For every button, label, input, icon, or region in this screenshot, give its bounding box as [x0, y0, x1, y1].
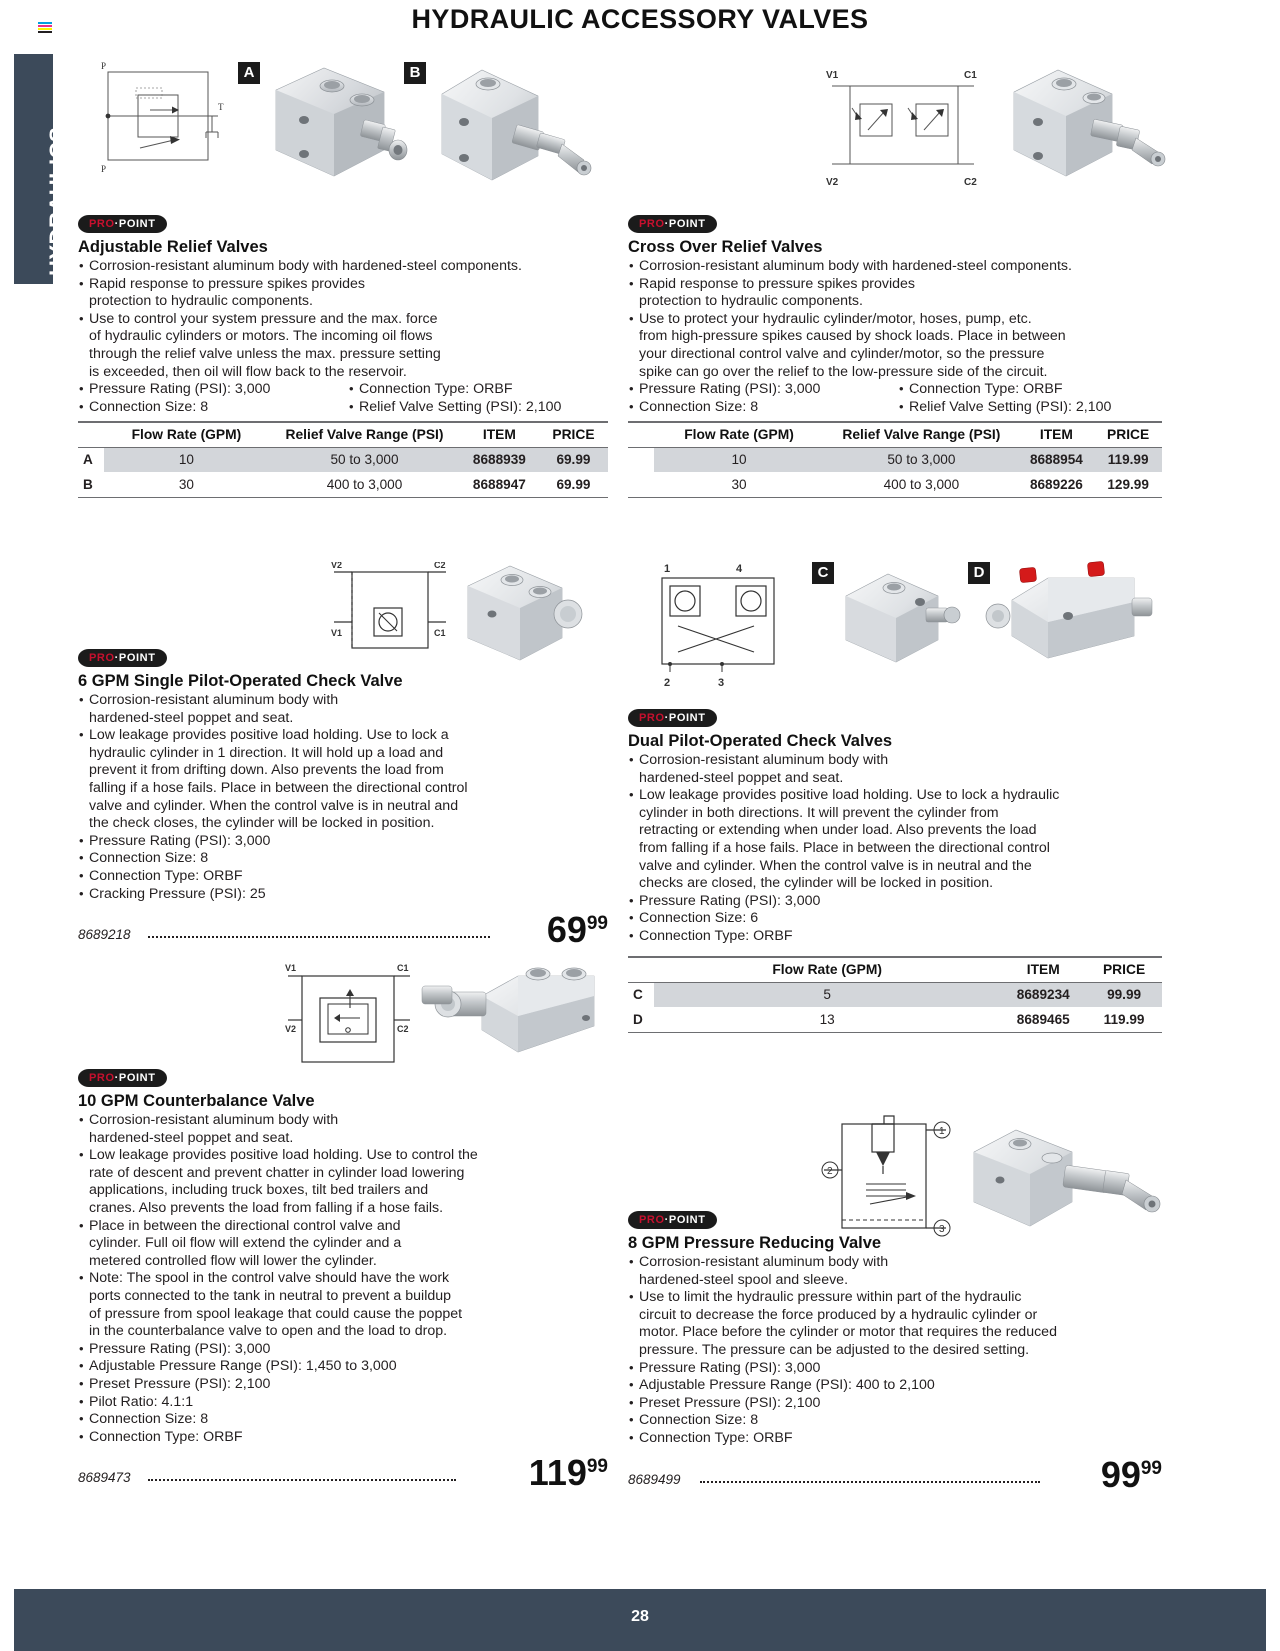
product-heading-dual-pilot-check: Dual Pilot-Operated Check Valves: [628, 732, 893, 750]
cell-price: 69.99: [539, 473, 608, 498]
svg-text:V2: V2: [285, 1024, 297, 1034]
product-heading-adjustable-relief: Adjustable Relief Valves: [78, 238, 268, 256]
feature-item: protection to hydraulic components.: [639, 293, 863, 310]
feature-item: spike can go over the relief to the low-pressure side of the circuit.: [639, 363, 1048, 380]
col-flow: Flow Rate (GPM): [654, 957, 1000, 983]
spec-columns-cross-over-relief: [628, 381, 1162, 416]
schematic-cross-over-relief: [822, 68, 982, 190]
col-item: ITEM: [460, 422, 539, 448]
feature-item: rate of descent and prevent chatter in cylinder load lowering: [89, 1164, 465, 1181]
feature-item: • Rapid response to pressure spikes provides: [78, 276, 608, 294]
col-price: PRICE: [539, 422, 608, 448]
pro-point-badge-word2: POINT: [668, 1214, 706, 1226]
section-tab-hydraulics[interactable]: [14, 54, 70, 284]
spec-item: • Connection Type: ORBF: [348, 381, 618, 399]
row-key: [628, 448, 654, 473]
svg-text:C1: C1: [397, 963, 409, 973]
spec-item: • Connection Size: 8: [628, 399, 898, 417]
feature-item: • Low leakage provides positive load holding. Use to lock a: [78, 727, 608, 745]
feature-item: from falling if a hose fails. Place in between the directional control: [639, 839, 1050, 856]
col-flow: Flow Rate (GPM): [654, 422, 825, 448]
col-price: PRICE: [1094, 422, 1162, 448]
price-dollars: 69: [546, 909, 587, 951]
pro-point-badge-word1: PRO: [639, 1214, 665, 1226]
feature-item: cranes. Also prevents the load from falling if a hose fails.: [89, 1199, 444, 1216]
feature-item: cylinder in both directions. It will prevent the cylinder from: [639, 804, 999, 821]
price-cents: 99: [1140, 1457, 1162, 1479]
price-amount: [546, 906, 608, 951]
spec-item: • Pilot Ratio: 4.1:1: [78, 1394, 608, 1412]
feature-item: checks are closed, the cylinder will be locked in position.: [639, 875, 994, 892]
cell-flow: 10: [654, 448, 825, 473]
feature-item: • Note: The spool in the control valve should have the work: [78, 1270, 608, 1288]
schematic-adjustable-relief: [100, 60, 230, 175]
cell-price: 69.99: [539, 448, 608, 473]
cell-price: 119.99: [1086, 1007, 1162, 1032]
feature-item: hardened-steel poppet and seat.: [89, 709, 294, 726]
cell-range: 400 to 3,000: [269, 473, 460, 498]
feature-item: • Corrosion-resistant aluminum body with hardened-steel components.: [78, 258, 608, 276]
feature-item: • Low leakage provides positive load holding. Use to lock a hydraulic: [628, 787, 1162, 805]
svg-text:1: 1: [939, 1126, 945, 1137]
spec-item: • Connection Type: ORBF: [628, 928, 1162, 946]
price-cents: 99: [586, 913, 608, 935]
product-heading-pressure-reducing: 8 GPM Pressure Reducing Valve: [628, 1234, 882, 1252]
price-dollars: 99: [1100, 1453, 1141, 1495]
spec-item: • Pressure Rating (PSI): 3,000: [628, 1360, 1162, 1378]
item-number: 8689499: [628, 1471, 681, 1487]
feature-item: • Low leakage provides positive load holding. Use to control the: [78, 1147, 608, 1165]
cell-flow: 30: [654, 473, 825, 498]
feature-item: • Use to limit the hydraulic pressure within part of the hydraulic: [628, 1289, 1162, 1307]
spec-item: • Adjustable Pressure Range (PSI): 1,450 to 3,000: [78, 1358, 608, 1376]
col-key: [78, 422, 104, 448]
row-key: B: [78, 473, 104, 498]
feature-list-adjustable-relief: [78, 258, 608, 381]
feature-item: motor. Place before the cylinder or motor that requires the reduced: [639, 1324, 1057, 1341]
badge-a: A: [238, 62, 260, 84]
spec-item: • Pressure Rating (PSI): 3,000: [78, 1341, 608, 1359]
cell-range: 400 to 3,000: [824, 473, 1018, 498]
cell-item: 8689234: [1000, 982, 1086, 1007]
leader-dots: [148, 1479, 456, 1481]
col-range: Relief Valve Range (PSI): [269, 422, 460, 448]
pro-point-badge-word2: POINT: [668, 712, 706, 724]
cell-price: 99.99: [1086, 982, 1162, 1007]
feature-item: is exceeded, then oil will flow back to the reservoir.: [89, 363, 407, 380]
feature-item: pressure. The pressure can be adjusted to the desired setting.: [639, 1341, 1030, 1358]
feature-item: prevent it from drifting down. Also prevents the load from: [89, 762, 444, 779]
item-number: 8689473: [78, 1470, 131, 1486]
feature-item: the check closes, the cylinder will be locked in position.: [89, 815, 435, 832]
cell-range: 50 to 3,000: [824, 448, 1018, 473]
spec-item: • Connection Size: 8: [78, 1411, 608, 1429]
pro-point-badge: PRO·POINT: [78, 649, 167, 667]
spec-item: • Adjustable Pressure Range (PSI): 400 to 2,100: [628, 1377, 1162, 1395]
table-row[interactable]: [78, 448, 608, 473]
table-row[interactable]: [628, 982, 1162, 1007]
price-table-adjustable-relief: [78, 421, 608, 498]
feature-item: your directional control valve and cylinder/motor, so the pressure: [639, 345, 1045, 362]
spec-item: • Pressure Rating (PSI): 3,000: [628, 893, 1162, 911]
spec-item: • Relief Valve Setting (PSI): 2,100: [898, 399, 1168, 417]
feature-item: hardened-steel spool and sleeve.: [639, 1271, 849, 1288]
col-item: ITEM: [1000, 957, 1086, 983]
feature-item: • Corrosion-resistant aluminum body with: [78, 692, 608, 710]
feature-item: • Corrosion-resistant aluminum body with hardened-steel components.: [628, 258, 1162, 276]
pro-point-badge-word1: PRO: [639, 218, 665, 230]
spec-item: • Connection Size: 6: [628, 910, 1162, 928]
svg-text:4: 4: [736, 563, 743, 575]
feature-item: valve and cylinder. When the control valve is in neutral and: [89, 797, 459, 814]
svg-text:T: T: [218, 102, 224, 112]
feature-item: • Use to control your system pressure and the max. force: [78, 311, 608, 329]
pro-point-badge-word1: PRO: [639, 712, 665, 724]
spec-item: • Connection Type: ORBF: [78, 1429, 608, 1447]
badge-d: D: [968, 562, 990, 584]
pro-point-badge-word2: POINT: [668, 218, 706, 230]
pro-point-badge: PRO·POINT: [78, 1069, 167, 1087]
feature-item: from high-pressure spikes caused by shock loads. Place in between: [639, 328, 1066, 345]
feature-item: in the counterbalance valve to open and the load to drop.: [89, 1323, 448, 1340]
col-key: [628, 957, 654, 983]
svg-text:C2: C2: [434, 562, 446, 570]
feature-item: applications, including truck boxes, tilt bed trailers and: [89, 1182, 429, 1199]
product-heading-cross-over-relief: Cross Over Relief Valves: [628, 238, 823, 256]
row-key: A: [78, 448, 104, 473]
feature-list-dual-pilot-check: [628, 752, 1162, 946]
schematic-dual-pilot-check: [648, 560, 788, 690]
cell-flow: 13: [654, 1007, 1000, 1032]
price-line-pressure-reducing: [628, 1449, 1162, 1495]
col-flow: Flow Rate (GPM): [104, 422, 270, 448]
row-key: C: [628, 982, 654, 1007]
spec-item: • Connection Type: ORBF: [898, 381, 1168, 399]
feature-item: hydraulic cylinder in 1 direction. It will hold up a load and: [89, 744, 444, 761]
feature-list-pressure-reducing: [628, 1254, 1162, 1448]
pro-point-badge-word2: POINT: [118, 218, 156, 230]
product-photo-dual-pilot-check-c: [834, 562, 974, 682]
feature-item: • Place in between the directional control valve and: [78, 1218, 608, 1236]
feature-item: • Corrosion-resistant aluminum body with: [628, 1254, 1162, 1272]
pro-point-badge: PRO·POINT: [78, 215, 167, 233]
product-heading-counterbalance: 10 GPM Counterbalance Valve: [78, 1092, 315, 1110]
product-photo-relief-valve-a: [262, 58, 412, 203]
product-photo-dual-pilot-check-d: [984, 558, 1164, 683]
schematic-counterbalance: [284, 962, 414, 1082]
price-table-dual-pilot-check: [628, 956, 1162, 1033]
svg-text:C1: C1: [434, 628, 446, 638]
price-dollars: 119: [528, 1452, 587, 1494]
feature-item: of pressure from spool leakage that could cause the poppet: [89, 1305, 463, 1322]
cell-item: 8688954: [1019, 448, 1095, 473]
spec-item: • Connection Size: 8: [628, 1412, 1162, 1430]
feature-item: • Use to protect your hydraulic cylinder/motor, hoses, pump, etc.: [628, 311, 1162, 329]
spec-item: • Connection Type: ORBF: [628, 1430, 1162, 1448]
cell-flow: 5: [654, 982, 1000, 1007]
pro-point-badge-word1: PRO: [89, 218, 115, 230]
cell-range: 50 to 3,000: [269, 448, 460, 473]
pro-point-badge: PRO·POINT: [628, 215, 717, 233]
col-price: PRICE: [1086, 957, 1162, 983]
svg-text:3: 3: [939, 1224, 945, 1235]
feature-item: metered controlled flow will lower the cylinder.: [89, 1252, 377, 1269]
spec-columns-adjustable-relief: [78, 381, 608, 416]
feature-item: retracting or extending when under load. Also prevents the load: [639, 822, 1037, 839]
table-header-row: [78, 422, 608, 448]
feature-item: valve and cylinder. When the control valve is in neutral and the: [639, 857, 1032, 874]
svg-text:1: 1: [664, 563, 671, 575]
cell-item: 8688947: [460, 473, 539, 498]
item-number: 8689218: [78, 927, 131, 943]
feature-item: • Rapid response to pressure spikes provides: [628, 276, 1162, 294]
feature-item: ports connected to the tank in neutral to prevent a buildup: [89, 1287, 452, 1304]
svg-text:V2: V2: [826, 177, 839, 188]
pro-point-badge-word1: PRO: [89, 652, 115, 664]
pro-point-badge-word1: PRO: [89, 1072, 115, 1084]
table-row[interactable]: [628, 448, 1162, 473]
feature-item: hardened-steel poppet and seat.: [639, 769, 844, 786]
price-cents: 99: [586, 1456, 608, 1478]
svg-text:2: 2: [664, 677, 671, 689]
col-range: Relief Valve Range (PSI): [824, 422, 1018, 448]
svg-text:C1: C1: [964, 70, 977, 81]
cell-item: 8689465: [1000, 1007, 1086, 1032]
cell-price: 119.99: [1094, 448, 1162, 473]
product-photo-cross-over-relief: [1000, 60, 1175, 200]
feature-item: protection to hydraulic components.: [89, 293, 313, 310]
leader-dots: [700, 1481, 1040, 1483]
badge-b: B: [404, 62, 426, 84]
table-row[interactable]: [78, 473, 608, 498]
pro-point-badge: PRO·POINT: [628, 1211, 717, 1229]
spec-item: • Pressure Rating (PSI): 3,000: [628, 381, 898, 399]
svg-text:V1: V1: [285, 963, 297, 973]
feature-item: hardened-steel poppet and seat.: [89, 1129, 294, 1146]
price-table-cross-over-relief: [628, 421, 1162, 498]
badge-c: C: [812, 562, 834, 584]
spec-item: • Preset Pressure (PSI): 2,100: [628, 1395, 1162, 1413]
price-amount: [528, 1449, 608, 1494]
feature-list-single-pilot-check: [78, 692, 608, 903]
svg-text:P: P: [101, 61, 107, 71]
col-item: ITEM: [1019, 422, 1095, 448]
schematic-single-pilot-check: [330, 562, 450, 662]
leader-dots: [148, 936, 490, 938]
table-header-row: [628, 957, 1162, 983]
svg-text:3: 3: [718, 677, 725, 689]
section-tab-label: HYDRAULICS: [45, 126, 70, 276]
cell-flow: 30: [104, 473, 270, 498]
svg-text:V1: V1: [826, 70, 839, 81]
feature-item: cylinder. Full oil flow will extend the cylinder and a: [89, 1235, 402, 1252]
spec-item: • Connection Type: ORBF: [78, 868, 608, 886]
page-title: HYDRAULIC ACCESSORY VALVES: [411, 4, 869, 34]
feature-item: • Corrosion-resistant aluminum body with: [78, 1112, 608, 1130]
cell-flow: 10: [104, 448, 270, 473]
cell-item: 8689226: [1019, 473, 1095, 498]
page-number: 28: [631, 1608, 649, 1625]
product-photo-counterbalance: [418, 960, 608, 1080]
feature-item: falling if a hose fails. Place in between the directional control: [89, 779, 468, 796]
spec-item: • Preset Pressure (PSI): 2,100: [78, 1376, 608, 1394]
table-row[interactable]: [628, 1007, 1162, 1032]
product-heading-single-pilot-check: 6 GPM Single Pilot-Operated Check Valve: [78, 672, 403, 690]
spec-item: • Relief Valve Setting (PSI): 2,100: [348, 399, 618, 417]
row-key: [628, 473, 654, 498]
pro-point-badge-word2: POINT: [118, 652, 156, 664]
pro-point-badge: PRO·POINT: [628, 709, 717, 727]
spec-item: • Pressure Rating (PSI): 3,000: [78, 381, 348, 399]
svg-text:C2: C2: [964, 177, 977, 188]
feature-item: through the relief valve unless the max. pressure setting: [89, 345, 441, 362]
feature-item: • Corrosion-resistant aluminum body with: [628, 752, 1162, 770]
spec-item: • Cracking Pressure (PSI): 25: [78, 886, 608, 904]
feature-list-cross-over-relief: [628, 258, 1162, 381]
page-footer: [14, 1589, 1266, 1651]
svg-text:C2: C2: [397, 1024, 409, 1034]
svg-text:2: 2: [827, 1166, 833, 1177]
table-header-row: [628, 422, 1162, 448]
spec-item: • Connection Size: 8: [78, 850, 608, 868]
price-amount: [1101, 1451, 1162, 1493]
svg-text:P: P: [101, 164, 107, 174]
price-line-counterbalance: [78, 1447, 608, 1494]
price-line-single-pilot-check: [78, 904, 608, 951]
cell-price: 129.99: [1094, 473, 1162, 498]
table-row[interactable]: [628, 473, 1162, 498]
pro-point-badge-word2: POINT: [118, 1072, 156, 1084]
product-photo-relief-valve-b: [430, 56, 600, 206]
row-key: D: [628, 1007, 654, 1032]
feature-item: circuit to decrease the force produced by a hydraulic cylinder or: [639, 1306, 1038, 1323]
feature-list-counterbalance: [78, 1112, 608, 1446]
spec-item: • Pressure Rating (PSI): 3,000: [78, 833, 608, 851]
cell-item: 8688939: [460, 448, 539, 473]
col-key: [628, 422, 654, 448]
svg-text:V1: V1: [331, 628, 343, 638]
spec-item: • Connection Size: 8: [78, 399, 348, 417]
svg-text:V2: V2: [331, 562, 343, 570]
feature-item: of hydraulic cylinders or motors. The incoming oil flows: [89, 328, 433, 345]
